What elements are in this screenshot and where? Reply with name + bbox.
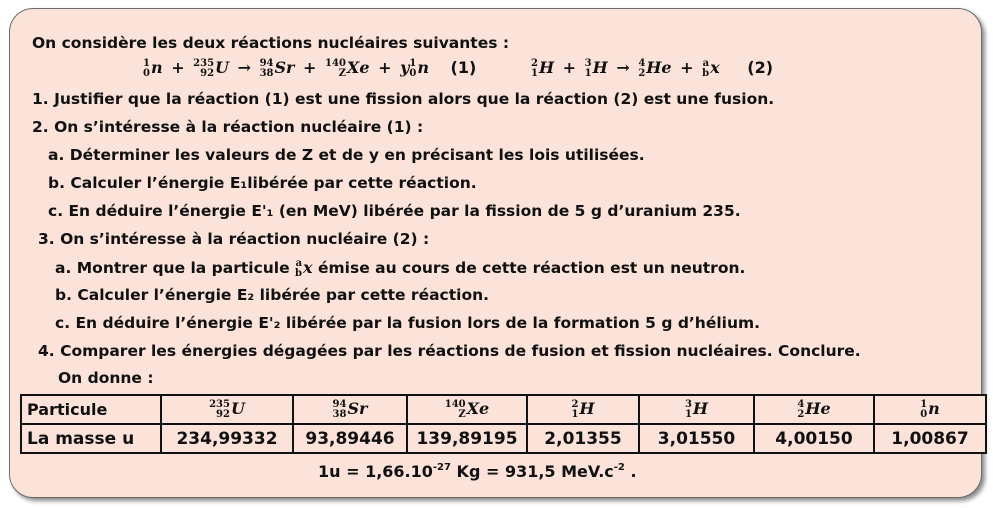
isotope-Sr94: 94 38 Sr: [293, 395, 407, 424]
isotope-numbers: 1 0: [409, 57, 417, 79]
question-2a: a. Déterminer les valeurs de Z et de y en précisant les lois utilisées.: [48, 146, 645, 164]
isotope-He4: 4 2 He: [754, 395, 874, 424]
mass-cell: 234,99332: [161, 424, 293, 453]
isotope-numbers: 2 1: [531, 57, 538, 79]
question-1: 1. Justifier que la réaction (1) est une fission alors que la réaction (2) est une fusion.: [32, 90, 775, 108]
mass-cell: 2,01355: [527, 424, 639, 453]
question-4: 4. Comparer les énergies dégagées par les réactions de fusion et fission nucléaires. Conclure.: [38, 342, 861, 360]
mass-cell: 4,00150: [754, 424, 874, 453]
table-header-row: [21, 395, 986, 424]
mass-cell: 1,00867: [874, 424, 986, 453]
isotope-numbers: 4 2: [638, 57, 646, 79]
question-3: 3. On s’intéresse à la réaction nucléaire (2) :: [38, 230, 430, 248]
isotope-numbers: 1 0: [143, 57, 150, 79]
question-3b: b. Calculer l’énergie E₂ libérée par cette réaction.: [55, 286, 490, 304]
isotope-Xe140: 140 Z Xe: [407, 395, 527, 424]
isotope-U235: 235 92 U: [161, 395, 293, 424]
isotope-numbers: 94 38: [259, 57, 274, 79]
reaction-2-tag: (2): [747, 58, 774, 77]
isotope-numbers: a b: [702, 57, 710, 79]
particle-x-symbol: a b x: [295, 257, 313, 279]
question-2: 2. On s’intéresse à la réaction nucléaire (1) :: [32, 118, 424, 136]
question-2c: c. En déduire l’énergie E'₁ (en MeV) libérée par la fission de 5 g d’uranium 235.: [48, 202, 741, 220]
table-row-label: La masse u: [21, 424, 161, 453]
mass-cell: 93,89446: [293, 424, 407, 453]
isotope-numbers: 3 1: [584, 57, 592, 79]
table-header-label: Particule: [21, 395, 161, 424]
intro-text: On considère les deux réactions nucléaires suivantes :: [32, 34, 510, 52]
reaction-1-tag: (1): [450, 58, 477, 77]
isotope-numbers: 140 Z: [325, 57, 346, 79]
given-label: On donne :: [58, 369, 154, 387]
reaction-2: 2 1 H + 3 1 H → 4 2 He + a b x (2): [531, 57, 774, 79]
isotope-H2: 2 1 H: [527, 395, 639, 424]
reaction-1: 1 0 n + 235 92 U → 94 38 Sr + 140 Z Xe + y 1 0 n (1): [143, 57, 477, 79]
isotope-H3: 3 1 H: [639, 395, 754, 424]
mass-cell: 139,89195: [407, 424, 527, 453]
question-3a: a. Montrer que la particule a b x émise au cours de cette réaction est un neutron.: [55, 257, 746, 279]
isotope-n1: 1 0 n: [874, 395, 986, 424]
unit-conversion: $1u = 1,66.10^{-27}$ Kg = 931,5 $MeV.c^{-2}$ .: [318, 462, 637, 481]
isotope-numbers: 235 92: [193, 57, 215, 79]
mass-cell: 3,01550: [639, 424, 754, 453]
question-2b: b. Calculer l’énergie E₁libérée par cette réaction.: [48, 174, 477, 192]
table-row: [21, 424, 986, 453]
question-3c: c. En déduire l’énergie E'₂ libérée par la fusion lors de la formation 5 g d’hélium.: [55, 314, 761, 332]
mass-table: [20, 394, 987, 454]
